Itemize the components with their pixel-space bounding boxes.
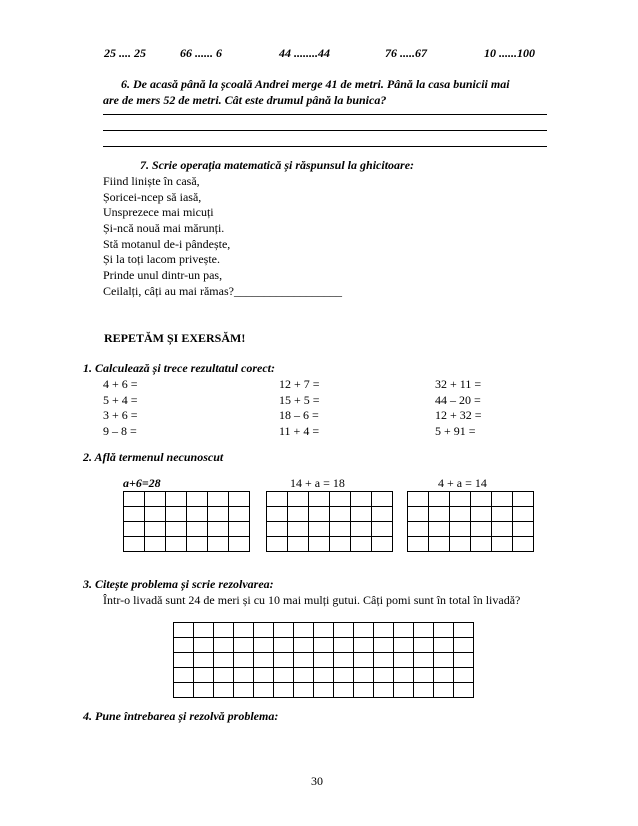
answer-line-2 bbox=[103, 130, 547, 131]
exercise-4-title: 4. Pune întrebarea și rezolvă problema: bbox=[83, 709, 279, 723]
answer-grid-1[interactable] bbox=[123, 491, 250, 552]
poem-line: Ceilalți, câți au mai rămas?__________________ bbox=[103, 283, 342, 298]
answer-line-1 bbox=[103, 114, 547, 115]
unknown-term-equation-3: 4 + a = 14 bbox=[438, 476, 487, 490]
exercise-1-column-1 bbox=[103, 377, 138, 439]
equation: 32 + 11 = bbox=[435, 377, 482, 391]
equation: 44 – 20 = bbox=[435, 392, 481, 407]
equation: 12 + 7 = bbox=[279, 377, 320, 391]
poem-line: Unsprezece mai micuți bbox=[103, 205, 214, 220]
riddle-poem bbox=[103, 174, 342, 300]
equation: 3 + 6 = bbox=[103, 408, 138, 422]
problem-6-line-1: 6. De acasă până la școală Andrei merge 41 de metri. Până la casa bunicii mai bbox=[121, 77, 510, 91]
top-row-item-4: 76 .....67 bbox=[385, 46, 427, 60]
poem-line: Și la toți lacom privește. bbox=[103, 252, 220, 267]
problem-7-title: 7. Scrie operația matematică și răspunsul la ghicitoare: bbox=[140, 158, 415, 172]
equation: 11 + 4 = bbox=[279, 423, 320, 438]
exercise-2-title: 2. Află termenul necunoscut bbox=[83, 450, 224, 464]
solution-grid[interactable] bbox=[173, 622, 474, 698]
exercise-1-column-3 bbox=[435, 377, 482, 439]
answer-grid-2[interactable] bbox=[266, 491, 393, 552]
top-row-item-3: 44 ........44 bbox=[279, 46, 330, 60]
top-row-item-5: 10 ......100 bbox=[484, 46, 535, 60]
exercise-3-title: 3. Citește problema și scrie rezolvarea: bbox=[83, 577, 274, 591]
equation: 12 + 32 = bbox=[435, 408, 482, 422]
unknown-term-equation-1: a+6=28 bbox=[123, 476, 161, 490]
equation: 5 + 4 = bbox=[103, 392, 138, 407]
equation: 15 + 5 = bbox=[279, 392, 320, 407]
poem-line: Șoricei-ncep să iasă, bbox=[103, 189, 202, 204]
section-heading: REPETĂM ȘI EXERSĂM! bbox=[104, 331, 246, 345]
poem-line: Fiind liniște în casă, bbox=[103, 174, 200, 188]
answer-line-3 bbox=[103, 146, 547, 147]
top-row-item-2: 66 ...... 6 bbox=[180, 46, 222, 60]
problem-6-line-2: are de mers 52 de metri. Cât este drumul până la bunica? bbox=[103, 93, 387, 107]
exercise-3-problem-text: Într-o livadă sunt 24 de meri și cu 10 mai mulți gutui. Câți pomi sunt în total în livadă? bbox=[103, 593, 521, 607]
exercise-1-title: 1. Calculează și trece rezultatul corect: bbox=[83, 361, 275, 375]
answer-grid-3[interactable] bbox=[407, 491, 534, 552]
poem-line: Prinde unul dintr-un pas, bbox=[103, 268, 223, 283]
unknown-term-equation-2: 14 + a = 18 bbox=[290, 476, 345, 490]
equation: 4 + 6 = bbox=[103, 377, 138, 391]
equation: 18 – 6 = bbox=[279, 408, 319, 422]
page-number: 30 bbox=[311, 774, 323, 788]
top-row-item-1: 25 .... 25 bbox=[104, 46, 146, 60]
equation: 5 + 91 = bbox=[435, 423, 476, 438]
exercise-1-column-2 bbox=[279, 377, 320, 439]
poem-line: Stă motanul de-i pândește, bbox=[103, 236, 231, 251]
equation: 9 – 8 = bbox=[103, 423, 137, 438]
poem-line: Și-ncă nouă mai mărunți. bbox=[103, 221, 225, 236]
